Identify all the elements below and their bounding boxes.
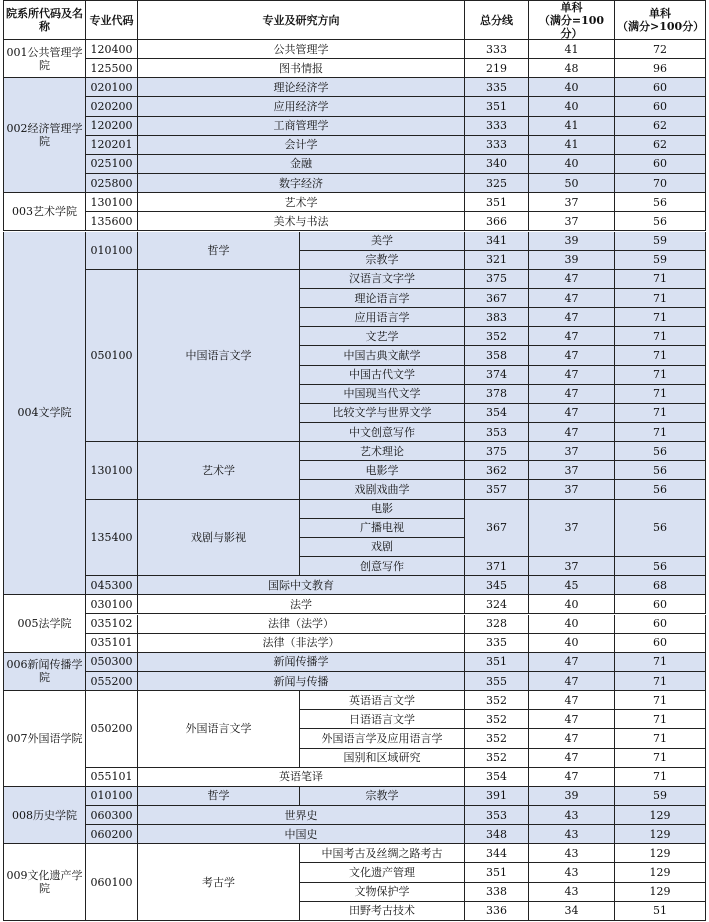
research-direction: 宗教学 (300, 251, 465, 270)
major-name: 理论经济学 (138, 78, 465, 97)
single-score-gt: 56 (615, 557, 706, 576)
total-score: 333 (465, 136, 529, 155)
major-code: 050200 (86, 691, 138, 768)
research-direction: 文物保护学 (300, 883, 465, 902)
major-code: 020100 (86, 78, 138, 97)
major-name: 中国语言文学 (138, 270, 300, 442)
major-code: 060300 (86, 806, 138, 825)
major-code: 045300 (86, 576, 138, 595)
major-code: 120201 (86, 136, 138, 155)
single-score: 43 (529, 863, 615, 882)
total-score: 351 (465, 653, 529, 672)
total-score: 335 (465, 78, 529, 97)
total-score: 328 (465, 615, 529, 634)
total-score: 341 (465, 232, 529, 251)
single-score: 43 (529, 825, 615, 844)
total-score: 357 (465, 480, 529, 499)
major-name: 金融 (138, 155, 465, 174)
single-score: 47 (529, 404, 615, 423)
research-direction: 中国考古及丝绸之路考古 (300, 844, 465, 863)
total-score: 378 (465, 385, 529, 404)
single-score-gt: 60 (615, 634, 706, 653)
total-score: 375 (465, 442, 529, 461)
major-code: 120200 (86, 117, 138, 136)
total-score: 333 (465, 40, 529, 59)
major-name: 英语笔译 (138, 768, 465, 787)
college-name: 003艺术学院 (3, 193, 86, 231)
total-score: 358 (465, 346, 529, 365)
major-code: 035102 (86, 615, 138, 634)
single-score: 47 (529, 691, 615, 710)
single-score-gt: 60 (615, 615, 706, 634)
research-direction: 理论语言学 (300, 289, 465, 308)
major-code: 060100 (86, 844, 138, 921)
major-name: 哲学 (138, 787, 300, 806)
total-score: 351 (465, 97, 529, 116)
total-score: 367 (465, 289, 529, 308)
total-score: 321 (465, 251, 529, 270)
research-direction: 汉语言文字学 (300, 270, 465, 289)
total-score: 353 (465, 423, 529, 442)
total-score: 335 (465, 634, 529, 653)
single-score: 34 (529, 902, 615, 921)
single-score: 47 (529, 729, 615, 748)
research-direction: 中文创意写作 (300, 423, 465, 442)
total-score: 351 (465, 863, 529, 882)
admission-score-table (3, 0, 706, 922)
major-code: 130100 (86, 442, 138, 499)
single-score: 41 (529, 117, 615, 136)
single-score: 40 (529, 97, 615, 116)
single-score-gt: 129 (615, 883, 706, 902)
research-direction: 电影学 (300, 461, 465, 480)
single-score: 43 (529, 883, 615, 902)
college-name: 005法学院 (3, 595, 86, 652)
major-name: 法学 (138, 595, 465, 614)
research-direction: 宗教学 (300, 787, 465, 806)
single-score: 37 (529, 193, 615, 212)
single-score: 39 (529, 787, 615, 806)
major-name: 艺术学 (138, 442, 300, 499)
single-score: 43 (529, 806, 615, 825)
single-score: 43 (529, 844, 615, 863)
research-direction: 中国古典文献学 (300, 346, 465, 365)
major-code: 035101 (86, 634, 138, 653)
single-score-gt: 56 (615, 193, 706, 212)
single-score-gt: 71 (615, 346, 706, 365)
major-code: 125500 (86, 59, 138, 78)
single-score-gt: 71 (615, 423, 706, 442)
single-score: 47 (529, 749, 615, 768)
major-code: 060200 (86, 825, 138, 844)
research-direction: 日语语言文学 (300, 710, 465, 729)
total-score: 352 (465, 749, 529, 768)
total-score: 367 (465, 500, 529, 557)
single-score-gt: 71 (615, 270, 706, 289)
single-score: 47 (529, 308, 615, 327)
total-score: 366 (465, 212, 529, 231)
major-name: 考古学 (138, 844, 300, 921)
single-score: 50 (529, 174, 615, 193)
single-score-gt: 60 (615, 155, 706, 174)
research-direction: 艺术理论 (300, 442, 465, 461)
single-score-gt: 59 (615, 232, 706, 251)
total-score: 219 (465, 59, 529, 78)
single-score-gt: 71 (615, 385, 706, 404)
major-code: 025800 (86, 174, 138, 193)
research-direction: 应用语言学 (300, 308, 465, 327)
total-score: 374 (465, 366, 529, 385)
total-score: 336 (465, 902, 529, 921)
single-score-gt: 51 (615, 902, 706, 921)
major-code: 010100 (86, 232, 138, 270)
major-name: 工商管理学 (138, 117, 465, 136)
research-direction: 戏剧 (300, 538, 465, 557)
single-score: 47 (529, 385, 615, 404)
total-score: 352 (465, 710, 529, 729)
major-code: 120400 (86, 40, 138, 59)
single-score-gt: 62 (615, 136, 706, 155)
single-score-gt: 60 (615, 78, 706, 97)
major-code: 135600 (86, 212, 138, 231)
total-score: 348 (465, 825, 529, 844)
research-direction: 中国现当代文学 (300, 385, 465, 404)
single-score: 39 (529, 232, 615, 251)
single-score-gt: 71 (615, 749, 706, 768)
total-score: 355 (465, 672, 529, 691)
single-score: 47 (529, 366, 615, 385)
major-code: 010100 (86, 787, 138, 806)
major-name: 世界史 (138, 806, 465, 825)
single-score: 47 (529, 289, 615, 308)
single-score-gt: 60 (615, 595, 706, 614)
single-score-gt: 71 (615, 672, 706, 691)
total-score: 338 (465, 883, 529, 902)
total-score: 375 (465, 270, 529, 289)
major-code: 050100 (86, 270, 138, 442)
college-name: 008历史学院 (3, 787, 86, 844)
single-score-gt: 71 (615, 691, 706, 710)
major-name: 哲学 (138, 232, 300, 270)
major-name: 外国语言文学 (138, 691, 300, 768)
single-score-gt: 71 (615, 710, 706, 729)
single-score: 40 (529, 155, 615, 174)
total-score: 371 (465, 557, 529, 576)
total-score: 352 (465, 691, 529, 710)
single-score: 47 (529, 346, 615, 365)
single-score-gt: 62 (615, 117, 706, 136)
single-score-gt: 60 (615, 97, 706, 116)
header-single-gt: 单科 （满分>100分） (615, 0, 706, 40)
single-score: 37 (529, 442, 615, 461)
single-score-gt: 71 (615, 768, 706, 787)
total-score: 352 (465, 729, 529, 748)
total-score: 324 (465, 595, 529, 614)
major-code: 055101 (86, 768, 138, 787)
single-score-gt: 129 (615, 844, 706, 863)
single-score: 47 (529, 768, 615, 787)
research-direction: 电影 (300, 500, 465, 519)
research-direction: 广播电视 (300, 519, 465, 538)
single-score: 39 (529, 251, 615, 270)
total-score: 354 (465, 404, 529, 423)
research-direction: 田野考古技术 (300, 902, 465, 921)
single-score-gt: 129 (615, 806, 706, 825)
header-total: 总分线 (465, 0, 529, 40)
single-score: 37 (529, 461, 615, 480)
single-score: 37 (529, 212, 615, 231)
total-score: 325 (465, 174, 529, 193)
major-name: 中国史 (138, 825, 465, 844)
total-score: 344 (465, 844, 529, 863)
research-direction: 文艺学 (300, 327, 465, 346)
header-single: 单科 （满分=100分） (529, 0, 615, 40)
single-score-gt: 71 (615, 653, 706, 672)
college-name: 004文学院 (3, 232, 86, 596)
college-name: 002经济管理学院 (3, 78, 86, 193)
major-code: 130100 (86, 193, 138, 212)
total-score: 351 (465, 193, 529, 212)
total-score: 362 (465, 461, 529, 480)
total-score: 352 (465, 327, 529, 346)
single-score: 47 (529, 270, 615, 289)
research-direction: 美学 (300, 232, 465, 251)
research-direction: 比较文学与世界文学 (300, 404, 465, 423)
single-score-gt: 59 (615, 251, 706, 270)
research-direction: 文化遗产管理 (300, 863, 465, 882)
single-score-gt: 56 (615, 480, 706, 499)
single-score: 41 (529, 40, 615, 59)
research-direction: 外国语言学及应用语言学 (300, 729, 465, 748)
major-code: 025100 (86, 155, 138, 174)
research-direction: 中国古代文学 (300, 366, 465, 385)
single-score: 40 (529, 615, 615, 634)
major-name: 新闻传播学 (138, 653, 465, 672)
single-score: 41 (529, 136, 615, 155)
single-score-gt: 72 (615, 40, 706, 59)
single-score: 47 (529, 710, 615, 729)
header-college: 院系所代码及名称 (3, 0, 86, 40)
total-score: 353 (465, 806, 529, 825)
single-score: 47 (529, 672, 615, 691)
college-name: 001公共管理学院 (3, 40, 86, 78)
total-score: 383 (465, 308, 529, 327)
major-name: 法律（法学） (138, 615, 465, 634)
major-name: 图书情报 (138, 59, 465, 78)
single-score: 47 (529, 653, 615, 672)
major-name: 数字经济 (138, 174, 465, 193)
major-name: 美术与书法 (138, 212, 465, 231)
single-score: 47 (529, 423, 615, 442)
college-name: 006新闻传播学院 (3, 653, 86, 691)
college-name: 007外国语学院 (3, 691, 86, 787)
header-major-code: 专业代码 (86, 0, 138, 40)
single-score-gt: 70 (615, 174, 706, 193)
total-score: 345 (465, 576, 529, 595)
major-name: 法律（非法学） (138, 634, 465, 653)
single-score-gt: 56 (615, 461, 706, 480)
total-score: 391 (465, 787, 529, 806)
single-score-gt: 71 (615, 289, 706, 308)
single-score: 37 (529, 500, 615, 557)
single-score: 40 (529, 595, 615, 614)
single-score: 40 (529, 634, 615, 653)
single-score-gt: 129 (615, 825, 706, 844)
research-direction: 国别和区域研究 (300, 749, 465, 768)
major-code: 030100 (86, 595, 138, 614)
single-score-gt: 56 (615, 212, 706, 231)
college-name: 009文化遗产学院 (3, 844, 86, 921)
major-code: 135400 (86, 500, 138, 577)
major-code: 055200 (86, 672, 138, 691)
single-score-gt: 59 (615, 787, 706, 806)
header-direction: 专业及研究方向 (138, 0, 465, 40)
research-direction: 英语语言文学 (300, 691, 465, 710)
major-name: 应用经济学 (138, 97, 465, 116)
single-score: 37 (529, 480, 615, 499)
single-score-gt: 71 (615, 327, 706, 346)
single-score-gt: 71 (615, 729, 706, 748)
single-score-gt: 129 (615, 863, 706, 882)
major-code: 020200 (86, 97, 138, 116)
total-score: 354 (465, 768, 529, 787)
single-score: 48 (529, 59, 615, 78)
single-score-gt: 96 (615, 59, 706, 78)
single-score-gt: 56 (615, 442, 706, 461)
major-code: 050300 (86, 653, 138, 672)
major-name: 国际中文教育 (138, 576, 465, 595)
major-name: 新闻与传播 (138, 672, 465, 691)
major-name: 公共管理学 (138, 40, 465, 59)
single-score-gt: 71 (615, 366, 706, 385)
total-score: 340 (465, 155, 529, 174)
major-name: 戏剧与影视 (138, 500, 300, 577)
research-direction: 创意写作 (300, 557, 465, 576)
single-score-gt: 68 (615, 576, 706, 595)
single-score-gt: 71 (615, 308, 706, 327)
major-name: 会计学 (138, 136, 465, 155)
research-direction: 戏剧戏曲学 (300, 480, 465, 499)
total-score: 333 (465, 117, 529, 136)
single-score: 47 (529, 327, 615, 346)
single-score-gt: 56 (615, 500, 706, 557)
major-name: 艺术学 (138, 193, 465, 212)
single-score: 40 (529, 78, 615, 97)
single-score: 37 (529, 557, 615, 576)
single-score-gt: 71 (615, 404, 706, 423)
single-score: 45 (529, 576, 615, 595)
